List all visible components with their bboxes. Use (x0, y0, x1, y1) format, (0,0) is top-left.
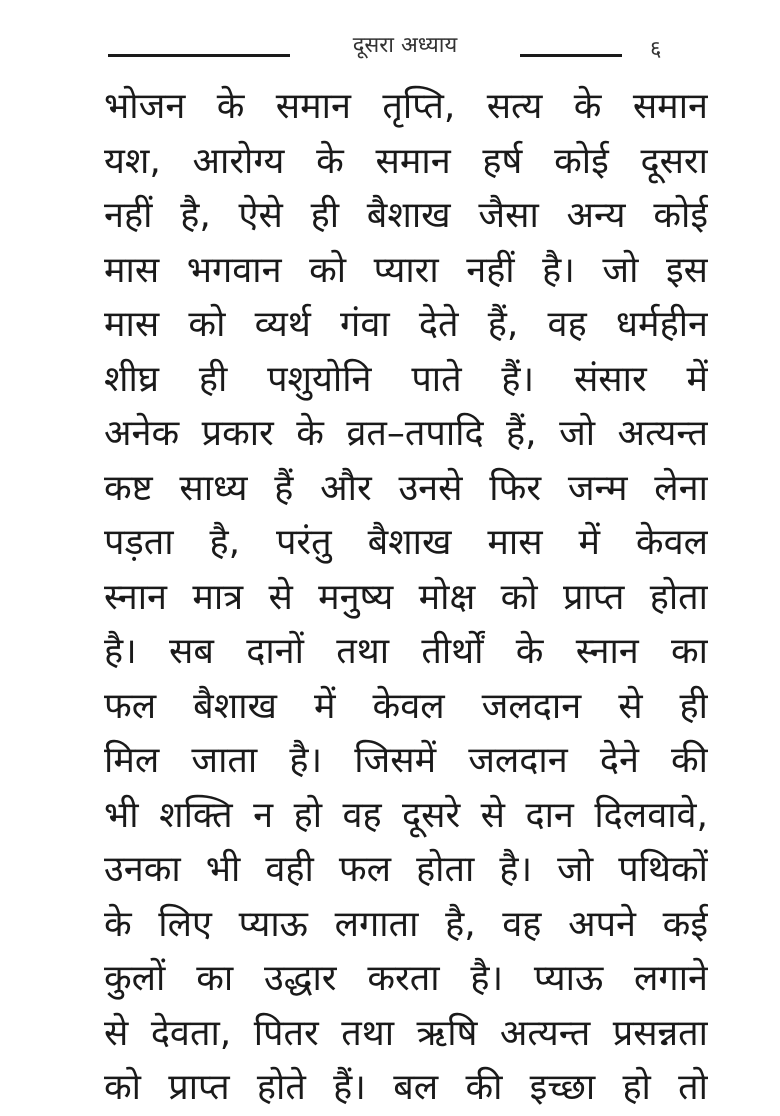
text-line: उनका भी वही फल होता है। जो पथिकों (104, 849, 708, 890)
text-line: कुलों का उद्धार करता है। प्याऊ लगाने (104, 958, 708, 999)
text-line: यश, आरोग्य के समान हर्ष कोई दूसरा (104, 140, 708, 182)
page-number: ६ (650, 37, 662, 62)
text-line: भी शक्ति न हो वह दूसरे से दान दिलवावे, (104, 794, 708, 836)
text-line: है। सब दानों तथा तीर्थों के स्नान का (104, 631, 708, 672)
text-line: मास को व्यर्थ गंवा देते हैं, वह धर्महीन (104, 304, 708, 345)
text-line: मास भगवान को प्यारा नहीं है। जो इस (104, 249, 708, 291)
text-line: मिल जाता है। जिसमें जलदान देने की (104, 740, 708, 781)
running-head (0, 30, 780, 70)
text-line: नहीं है, ऐसे ही बैशाख जैसा अन्य कोई (104, 195, 708, 236)
text-line: कष्ट साध्य हैं और उनसे फिर जन्म लेना (104, 467, 708, 509)
text-line: भोजन के समान तृप्ति, सत्य के समान (104, 86, 708, 127)
text-line: को प्राप्त होते हैं। बल की इच्छा हो तो (104, 1067, 708, 1108)
text-line: से देवता, पितर तथा ऋषि अत्यन्त प्रसन्नता (104, 1012, 708, 1054)
text-line: शीघ्र ही पशुयोनि पाते हैं। संसार में (104, 358, 708, 400)
text-line: के लिए प्याऊ लगाता है, वह अपने कई (104, 903, 708, 945)
header-rule-right (520, 54, 622, 57)
header-rule-left (108, 54, 290, 57)
text-line: पड़ता है, परंतु बैशाख मास में केवल (104, 522, 708, 563)
text-line: स्नान मात्र से मनुष्य मोक्ष को प्राप्त होता (104, 576, 708, 618)
text-line: फल बैशाख में केवल जलदान से ही (104, 685, 708, 727)
chapter-title: दूसरा अध्याय (352, 33, 458, 58)
body-text (104, 80, 708, 1116)
text-line: अनेक प्रकार के व्रत–तपादि हैं, जो अत्यन्त (104, 413, 708, 454)
